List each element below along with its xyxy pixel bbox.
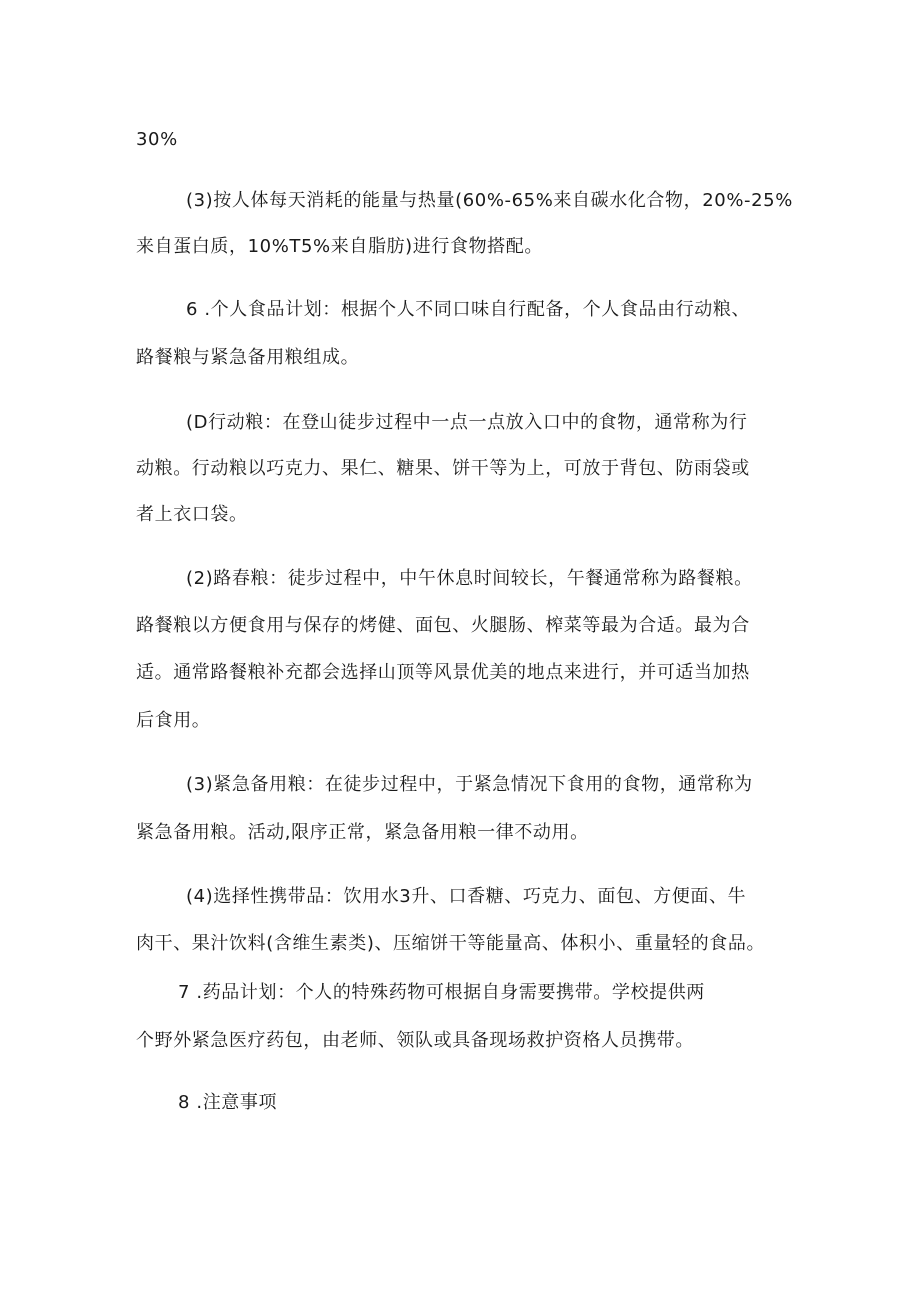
text-line-action-food: (D行动粮：在登山徒步过程中一点一点放入口中的食物，通常称为行 [186, 412, 748, 433]
text-line-emergency-food-cont: 紧急备用粮。活动,限序正常，紧急备用粮一律不动用。 [136, 822, 589, 843]
text-line-lunch-food-cont1: 路餐粮以方便食用与保存的烤健、面包、火腿肠、榨菜等最为合适。最为合 [136, 615, 750, 636]
text-line-lunch-food-cont3: 后食用。 [136, 710, 211, 731]
text-line-item-8: 8 .注意事项 [178, 1092, 278, 1113]
text-line-optional-items-cont: 肉干、果汁饮料(含维生素类)、压缩饼干等能量高、体积小、重量轻的食品。 [136, 933, 766, 954]
text-line-lunch-food: (2)路春粮：徒步过程中，中午休息时间较长，午餐通常称为路餐粮。 [186, 568, 753, 589]
text-line-lunch-food-cont2: 适。通常路餐粮补充都会选择山顶等风景优美的地点来进行，并可适当加热 [136, 662, 750, 683]
text-line-item-7: 7 .药品计划：个人的特殊药物可根据自身需要携带。学校提供两 [178, 982, 705, 1003]
text-line-item-6: 6 .个人食品计划：根据个人不同口味自行配备，个人食品由行动粮、 [186, 299, 751, 320]
text-line-action-food-cont2: 者上衣口袋。 [136, 504, 248, 525]
text-line-energy-ratio: (3)按人体每天消耗的能量与热量(60%-65%来自碳水化合物，20%-25% [186, 190, 793, 211]
text-line-percent: 30% [136, 129, 178, 150]
text-line-optional-items: (4)选择性携带品：饮用水3升、口香糖、巧克力、面包、方便面、牛 [186, 886, 747, 907]
text-line-action-food-cont1: 动粮。行动粮以巧克力、果仁、糖果、饼干等为上，可放于背包、防雨袋或 [136, 458, 750, 479]
text-line-item-6-cont: 路餐粮与紧急备用粮组成。 [136, 347, 360, 368]
text-line-energy-ratio-cont: 来自蛋白质，10%T5%来自脂肪)进行食物搭配。 [136, 236, 543, 257]
text-line-emergency-food: (3)紧急备用粮：在徒步过程中，于紧急情况下食用的食物，通常称为 [186, 774, 753, 795]
text-line-item-7-cont: 个野外紧急医疗药包，由老师、领队或具备现场救护资格人员携带。 [136, 1030, 694, 1051]
